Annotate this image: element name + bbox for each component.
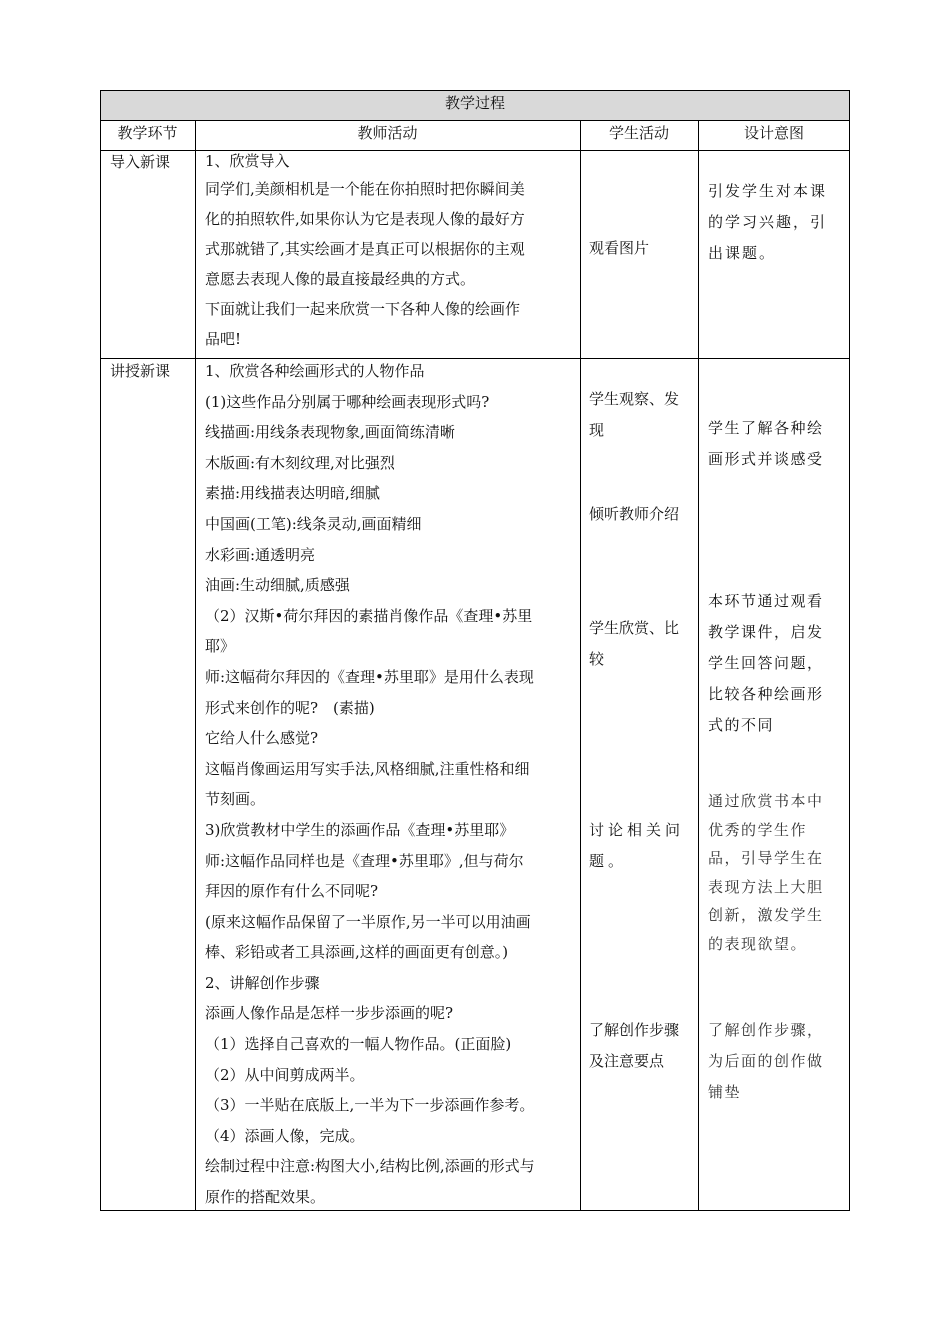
text-line: 通过欣赏书本中 [708, 792, 824, 810]
text-line: 了解创作步骤 [589, 1021, 680, 1039]
text-line: 线描画:用线条表现物象,画面简练清晰 [205, 423, 455, 442]
text-line: 的表现欲望。 [708, 934, 808, 953]
text-line: 绘制过程中注意:构图大小,结构比例,添画的形式与 [205, 1157, 535, 1176]
text-line: 及注意要点 [589, 1052, 665, 1070]
text-line: 师:这幅作品同样也是《查理•苏里耶》,但与荷尔 [205, 851, 524, 870]
text-line: 油画:生动细腻,质感强 [205, 576, 350, 595]
text-line: 意愿去表现人像的最直接最经典的方式。 [205, 270, 476, 288]
text-line: 耶》 [205, 637, 236, 656]
text-line: 比较各种绘画形 [708, 685, 824, 703]
student-learn-steps [589, 1015, 679, 1077]
text-line: 3)欣赏教材中学生的添画作品《查理•苏里耶》 [205, 820, 515, 839]
text-line: （1）选择自己喜欢的一幅人物作品。(正面脸) [205, 1035, 512, 1054]
text-line: （3）一半贴在底版上,一半为下一步添画作参考。 [205, 1096, 535, 1115]
student-observe [589, 384, 679, 446]
text-line: 表现方法上大胆 [708, 877, 824, 896]
col-rule-1 [195, 120, 196, 1211]
text-line: 2、讲解创作步骤 [205, 973, 320, 992]
text-line: 创新，激发学生 [708, 906, 824, 924]
section1-teacher-text [205, 148, 575, 354]
text-line: (原来这幅作品保留了一半原作,另一半可以用油画 [205, 912, 531, 931]
text-line: 木版画:有木刻纹理,对比强烈 [205, 453, 395, 472]
intent-inspire-creativity [708, 787, 824, 958]
text-line: （4）添画人像，完成。 [205, 1126, 365, 1145]
student-discuss [589, 815, 684, 877]
border-right [849, 90, 850, 1211]
text-line: 师:这幅荷尔拜因的《查理•苏里耶》是用什么表现 [205, 667, 534, 686]
table-title: 教学过程 [444, 94, 505, 112]
text-line: 式的不同 [708, 716, 775, 734]
text-line: 下面就让我们一起来欣赏一下各种人像的绘画作 [205, 300, 521, 318]
text-line: 添画人像作品是怎样一步步添画的呢? [205, 1004, 454, 1023]
text-line: 的学习兴趣，引 [708, 213, 828, 231]
text-line: （2）汉斯•荷尔拜因的素描肖像作品《查理•苏里 [205, 606, 533, 625]
text-line: 学生了解各种绘 [708, 419, 824, 437]
col-rule-3 [698, 120, 699, 1211]
text-line: 优秀的学生作 [708, 820, 808, 839]
text-line: 这幅肖像画运用写实手法,风格细腻,注重性格和细 [205, 759, 530, 778]
text-line: 水彩画:通透明亮 [205, 545, 316, 564]
text-line: 题。 [589, 852, 628, 870]
stage-intro: 导入新课 [110, 153, 171, 171]
border-left [100, 90, 101, 1211]
text-line: 学生欣赏、比 [589, 619, 680, 637]
text-line: 1、欣赏导入 [205, 152, 290, 170]
teaching-process-table [100, 90, 850, 1211]
text-line: 原作的搭配效果。 [205, 1188, 326, 1207]
text-line: 为后面的创作做 [708, 1052, 824, 1070]
text-line: 品吧! [205, 330, 242, 348]
section1-design-intent [708, 176, 848, 269]
text-line: 了解创作步骤， [708, 1021, 824, 1039]
text-line: 式那就错了,其实绘画才是真正可以根据你的主观 [205, 240, 525, 258]
text-line: 画形式并谈感受 [708, 450, 824, 468]
header-intent: 设计意图 [743, 124, 804, 142]
header-student: 学生活动 [608, 124, 669, 142]
text-line: 棒、彩铅或者工具添画,这样的画面更有创意。) [205, 943, 509, 962]
text-line: 较 [589, 650, 605, 668]
text-line: 1、欣赏各种绘画形式的人物作品 [205, 362, 425, 380]
stage-new-lesson: 讲授新课 [110, 362, 171, 380]
section2-teacher-text [205, 356, 575, 1213]
student-compare [589, 613, 679, 675]
header-stage: 教学环节 [117, 124, 178, 142]
text-line: 节刻画。 [205, 790, 266, 809]
text-line: 中国画(工笔):线条灵动,画面精细 [205, 514, 422, 533]
text-line: 铺垫 [708, 1083, 742, 1101]
intent-prepare-creation [708, 1015, 824, 1108]
text-line: 出课题。 [708, 244, 777, 262]
text-line: 化的拍照软件,如果你认为它是表现人像的最好方 [205, 210, 525, 228]
text-line: 同学们,美颜相机是一个能在你拍照时把你瞬间美 [205, 180, 525, 198]
text-line: 本环节通过观看 [708, 592, 824, 610]
intent-understand-forms [708, 413, 824, 475]
text-line: 引发学生对本课 [708, 182, 828, 200]
text-line: 品，引导学生在 [708, 849, 824, 867]
col-rule-2 [580, 120, 581, 1211]
text-line: （2）从中间剪成两半。 [205, 1065, 365, 1084]
text-line: 形式来创作的呢? (素描) [205, 698, 375, 717]
header-teacher: 教师活动 [357, 124, 418, 142]
text-line: 拜因的原作有什么不同呢? [205, 882, 379, 901]
section1-student-activity: 观看图片 [589, 239, 650, 257]
text-line: 讨论相关问 [589, 821, 685, 839]
student-listen: 倾听教师介绍 [589, 505, 680, 523]
text-line: 学生回答问题， [708, 654, 824, 672]
text-line: 教学课件，启发 [708, 623, 824, 641]
text-line: (1)这些作品分别属于哪种绘画表现形式吗? [205, 392, 490, 411]
text-line: 它给人什么感觉? [205, 729, 319, 748]
text-line: 素描:用线描表达明暗,细腻 [205, 484, 380, 503]
text-line: 学生观察、发 [589, 390, 680, 408]
intent-compare-forms [708, 586, 824, 741]
text-line: 现 [589, 421, 605, 439]
